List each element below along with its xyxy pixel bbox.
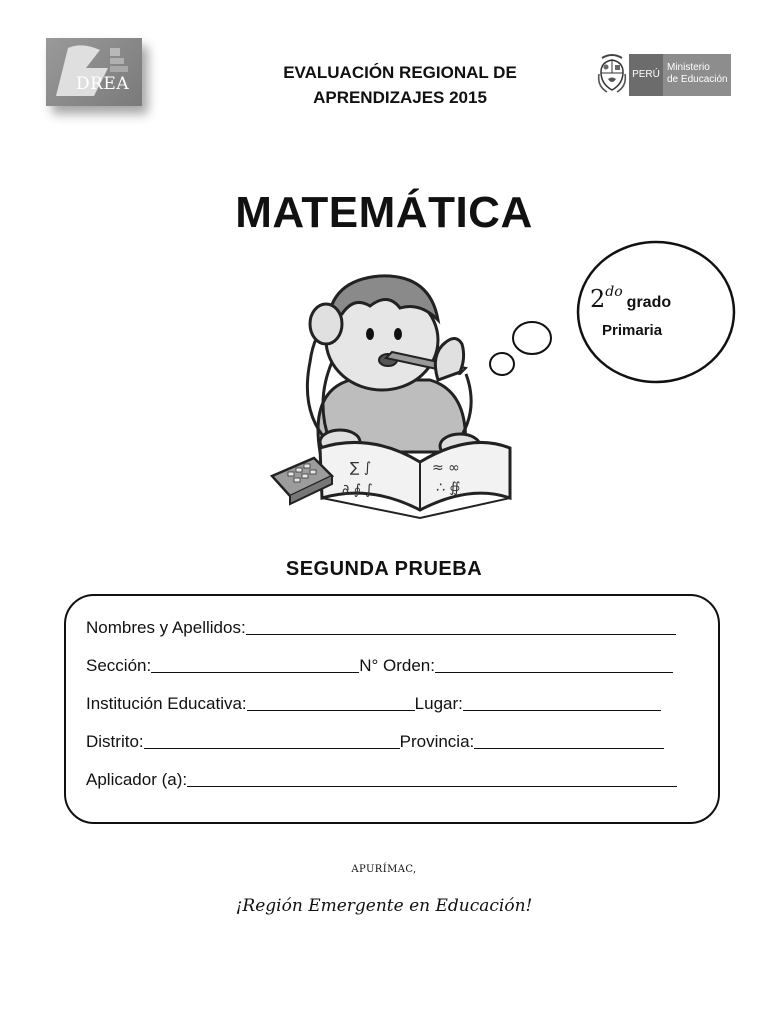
orden-field[interactable] xyxy=(435,658,673,673)
thought-bubble xyxy=(486,240,736,385)
evaluation-title xyxy=(220,60,580,110)
svg-text:∂ ∮ ∫: ∂ ∮ ∫ xyxy=(342,482,373,498)
institucion-field[interactable] xyxy=(247,696,415,711)
aplicador-field[interactable] xyxy=(187,772,677,787)
svg-text:≈ ∞: ≈ ∞ xyxy=(432,460,460,476)
distrito-field[interactable] xyxy=(144,734,400,749)
ministry-logo xyxy=(597,52,731,98)
form-row-distrito xyxy=(86,732,664,752)
grade-suffix: do xyxy=(605,284,623,300)
ministry-logo-name xyxy=(663,54,731,96)
nombres-field[interactable] xyxy=(246,620,676,635)
grade-number: 2 xyxy=(590,285,606,313)
footer-region: APURÍMAC, xyxy=(351,864,417,875)
student-info-form xyxy=(64,594,720,824)
orden-label: N° Orden: xyxy=(359,656,435,675)
aplicador-label: Aplicador (a): xyxy=(86,770,188,789)
nombres-label: Nombres y Apellidos: xyxy=(86,618,246,637)
institucion-label: Institución Educativa: xyxy=(86,694,247,713)
coat-of-arms-icon xyxy=(597,52,627,98)
svg-text:∑ ∫: ∑ ∫ xyxy=(350,460,372,476)
drea-logo-text: DREA xyxy=(76,74,130,94)
test-subtitle: SEGUNDA PRUEBA xyxy=(285,558,483,580)
ministry-logo-name-line1: Ministerio xyxy=(667,62,710,73)
distrito-label: Distrito: xyxy=(86,732,144,751)
evaluation-title-line2: APRENDIZAJES 2015 xyxy=(313,88,487,107)
svg-text:∴ ∯: ∴ ∯ xyxy=(436,480,461,496)
form-row-aplicador xyxy=(86,770,677,790)
evaluation-title-line1: EVALUACIÓN REGIONAL DE xyxy=(283,63,517,82)
ministry-logo-country: PERÚ xyxy=(629,54,663,96)
grade-level xyxy=(486,322,736,339)
ministry-logo-name-line2: de Educación xyxy=(667,74,728,85)
lugar-field[interactable] xyxy=(463,696,661,711)
grade-word: grado xyxy=(626,294,672,311)
form-row-nombres xyxy=(86,618,676,638)
grade-level-text: Primaria xyxy=(602,322,663,339)
grade-label xyxy=(590,284,671,313)
drea-logo-mark-icon xyxy=(46,38,142,106)
lugar-label: Lugar: xyxy=(414,694,463,713)
form-row-institucion xyxy=(86,694,661,714)
footer-slogan: ¡Región Emergente en Educación! xyxy=(235,896,533,916)
seccion-label: Sección: xyxy=(86,656,152,675)
provincia-field[interactable] xyxy=(474,734,664,749)
seccion-field[interactable] xyxy=(151,658,359,673)
provincia-label: Provincia: xyxy=(399,732,475,751)
subject-title: MATEMÁTICA xyxy=(235,188,533,237)
drea-logo xyxy=(46,38,142,106)
form-row-seccion xyxy=(86,656,673,676)
